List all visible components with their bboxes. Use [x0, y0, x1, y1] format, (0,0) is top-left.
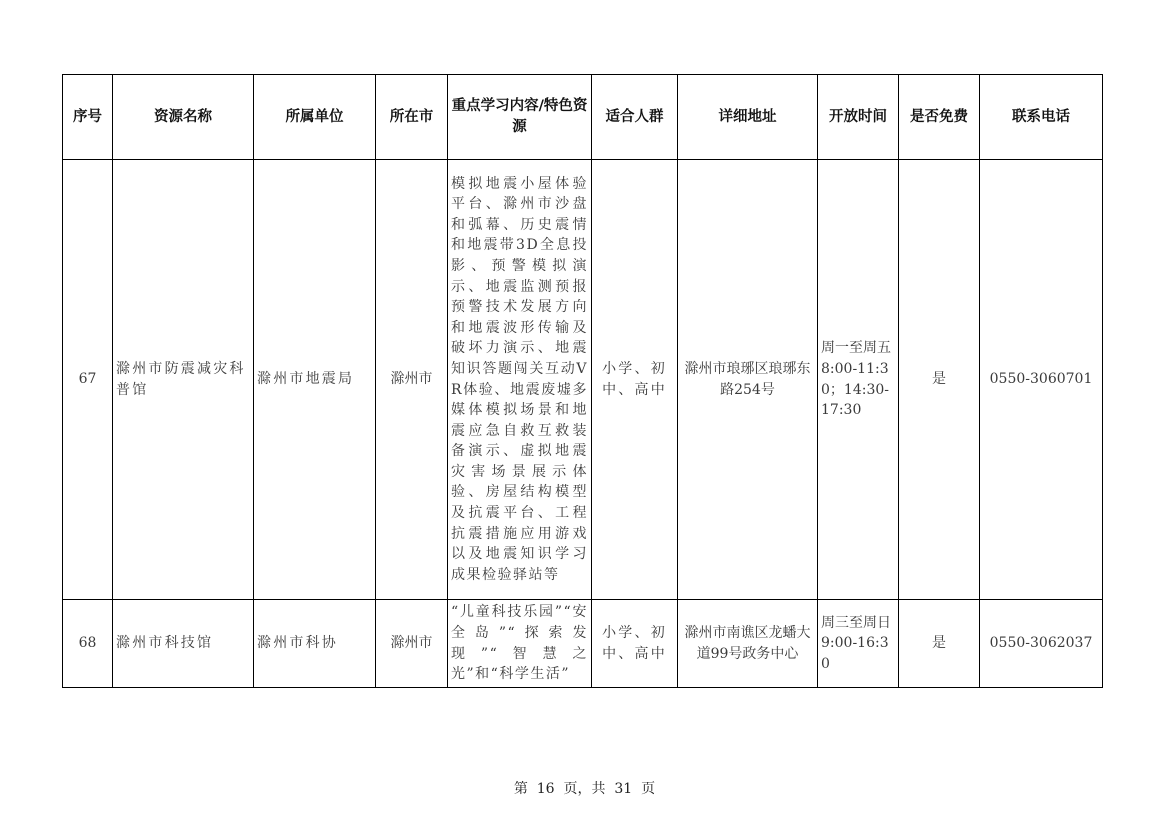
header-phone: 联系电话 — [980, 75, 1103, 160]
row-free: 是 — [899, 600, 980, 688]
header-hours: 开放时间 — [818, 75, 899, 160]
row-free: 是 — [899, 160, 980, 600]
row-hours: 周三至周日9:00-16:30 — [818, 600, 899, 688]
header-city: 所在市 — [376, 75, 448, 160]
header-content: 重点学习内容/特色资源 — [448, 75, 592, 160]
header-no: 序号 — [63, 75, 113, 160]
row-city: 滁州市 — [376, 600, 448, 688]
row-content: “儿童科技乐园”“安全岛”“探索发现”“智慧之光”和“科学生活” — [448, 600, 592, 688]
table-row — [63, 600, 1103, 688]
row-audience: 小学、初中、高中 — [592, 600, 678, 688]
row-unit: 滁州市地震局 — [254, 160, 376, 600]
header-address: 详细地址 — [678, 75, 818, 160]
row-city: 滁州市 — [376, 160, 448, 600]
row-address: 滁州市南谯区龙蟠大道99号政务中心 — [678, 600, 818, 688]
row-phone: 0550-3060701 — [980, 160, 1103, 600]
row-phone: 0550-3062037 — [980, 600, 1103, 688]
page-footer: 第 16 页，共 31 页 — [513, 781, 656, 797]
row-audience: 小学、初中、高中 — [592, 160, 678, 600]
row-no: 67 — [63, 160, 113, 600]
header-free: 是否免费 — [899, 75, 980, 160]
header-row — [63, 75, 1103, 160]
row-content: 模拟地震小屋体验平台、滁州市沙盘和弧幕、历史震情和地震带3D全息投影、预警模拟演示、地震监测预报预警技术发展方向和地震波形传输及破坏力演示、地震知识答题闯关互动VR体验、地震废墟多媒体模拟场景和地震应急自救互救装备演示、虚拟地震灾害场景展示体验、房屋结构模型及抗震平台、工程抗震措施应用游戏以及地震知识学习成果检验驿站等 — [448, 160, 592, 600]
row-name: 滁州市防震减灾科普馆 — [113, 160, 254, 600]
header-audience: 适合人群 — [592, 75, 678, 160]
header-name: 资源名称 — [113, 75, 254, 160]
row-hours: 周一至周五 8:00-11:30；14:30-17:30 — [818, 160, 899, 600]
header-unit: 所属单位 — [254, 75, 376, 160]
table-row — [63, 160, 1103, 600]
row-no: 68 — [63, 600, 113, 688]
row-name: 滁州市科技馆 — [113, 600, 254, 688]
row-unit: 滁州市科协 — [254, 600, 376, 688]
resource-table — [62, 74, 1103, 688]
row-address: 滁州市琅琊区琅琊东路254号 — [678, 160, 818, 600]
